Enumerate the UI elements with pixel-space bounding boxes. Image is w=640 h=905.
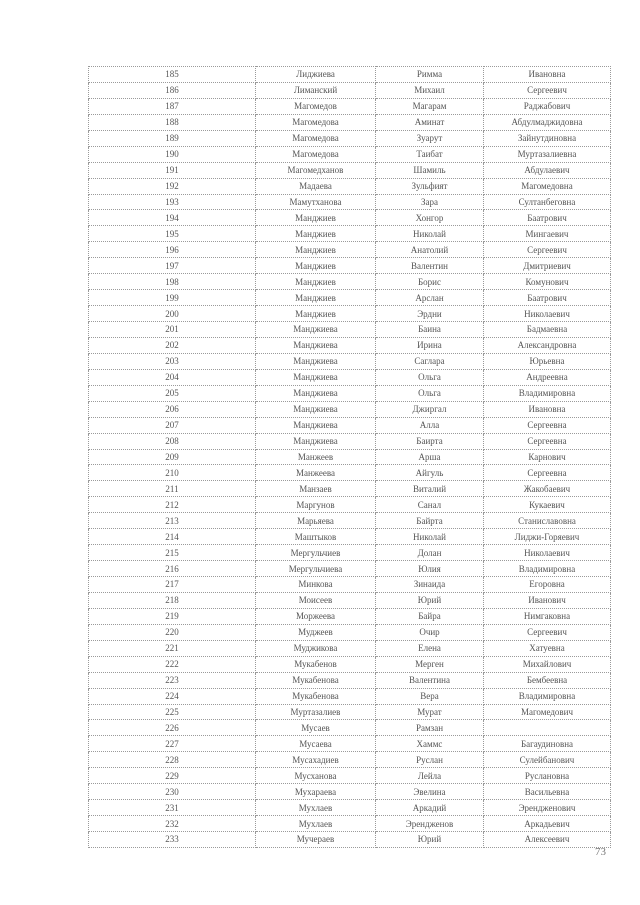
table-row <box>89 832 611 848</box>
row-number-cell: 221 <box>89 640 256 656</box>
patronymic-cell: Аркадьевич <box>484 816 611 832</box>
roster-table-body <box>89 67 611 848</box>
last-name-cell: Манджиева <box>256 322 376 338</box>
table-row <box>89 274 611 290</box>
row-number-cell: 222 <box>89 656 256 672</box>
last-name-cell: Маргунов <box>256 497 376 513</box>
patronymic-cell: Абдулмаджидовна <box>484 114 611 130</box>
patronymic-cell: Сулейбанович <box>484 752 611 768</box>
first-name-cell: Михаил <box>376 82 484 98</box>
table-row <box>89 752 611 768</box>
last-name-cell: Муджикова <box>256 640 376 656</box>
row-number-cell: 199 <box>89 290 256 306</box>
patronymic-cell: Ивановна <box>484 67 611 83</box>
last-name-cell: Маштыков <box>256 529 376 545</box>
row-number-cell: 232 <box>89 816 256 832</box>
first-name-cell: Байрта <box>376 513 484 529</box>
row-number-cell: 216 <box>89 561 256 577</box>
row-number-cell: 208 <box>89 433 256 449</box>
last-name-cell: Магомедова <box>256 130 376 146</box>
first-name-cell: Айгуль <box>376 465 484 481</box>
patronymic-cell: Владимировна <box>484 688 611 704</box>
patronymic-cell: Нимгаковна <box>484 608 611 624</box>
row-number-cell: 206 <box>89 401 256 417</box>
patronymic-cell: Баатрович <box>484 210 611 226</box>
last-name-cell: Мергульчиева <box>256 561 376 577</box>
first-name-cell: Ольга <box>376 369 484 385</box>
first-name-cell: Николай <box>376 529 484 545</box>
table-row <box>89 720 611 736</box>
row-number-cell: 210 <box>89 465 256 481</box>
last-name-cell: Манджиева <box>256 385 376 401</box>
patronymic-cell: Эрендженович <box>484 800 611 816</box>
last-name-cell: Лиджиева <box>256 67 376 83</box>
table-row <box>89 322 611 338</box>
last-name-cell: Мучераев <box>256 832 376 848</box>
first-name-cell: Юрий <box>376 592 484 608</box>
last-name-cell: Манджиева <box>256 353 376 369</box>
first-name-cell: Валентин <box>376 258 484 274</box>
row-number-cell: 188 <box>89 114 256 130</box>
row-number-cell: 229 <box>89 768 256 784</box>
last-name-cell: Манджиева <box>256 417 376 433</box>
table-row <box>89 114 611 130</box>
row-number-cell: 214 <box>89 529 256 545</box>
patronymic-cell: Кукаевич <box>484 497 611 513</box>
row-number-cell: 233 <box>89 832 256 848</box>
first-name-cell: Эвелина <box>376 784 484 800</box>
row-number-cell: 191 <box>89 162 256 178</box>
table-row <box>89 497 611 513</box>
row-number-cell: 209 <box>89 449 256 465</box>
patronymic-cell: Дмитриевич <box>484 258 611 274</box>
first-name-cell: Таибат <box>376 146 484 162</box>
row-number-cell: 196 <box>89 242 256 258</box>
last-name-cell: Мергульчиев <box>256 545 376 561</box>
table-row <box>89 226 611 242</box>
last-name-cell: Манджиев <box>256 226 376 242</box>
row-number-cell: 185 <box>89 67 256 83</box>
row-number-cell: 218 <box>89 592 256 608</box>
patronymic-cell: Сергеевна <box>484 417 611 433</box>
row-number-cell: 219 <box>89 608 256 624</box>
patronymic-cell: Магомедовна <box>484 178 611 194</box>
table-row <box>89 465 611 481</box>
first-name-cell: Валентина <box>376 672 484 688</box>
last-name-cell: Манджиев <box>256 242 376 258</box>
last-name-cell: Минкова <box>256 577 376 593</box>
table-row <box>89 385 611 401</box>
table-row <box>89 353 611 369</box>
row-number-cell: 225 <box>89 704 256 720</box>
table-row <box>89 82 611 98</box>
patronymic-cell: Хатуевна <box>484 640 611 656</box>
last-name-cell: Мусаев <box>256 720 376 736</box>
first-name-cell: Зульфият <box>376 178 484 194</box>
last-name-cell: Манджиев <box>256 210 376 226</box>
patronymic-cell: Сергеевич <box>484 82 611 98</box>
table-row <box>89 672 611 688</box>
table-row <box>89 608 611 624</box>
table-row <box>89 417 611 433</box>
row-number-cell: 231 <box>89 800 256 816</box>
first-name-cell: Аминат <box>376 114 484 130</box>
first-name-cell: Мерген <box>376 656 484 672</box>
first-name-cell: Алла <box>376 417 484 433</box>
row-number-cell: 204 <box>89 369 256 385</box>
last-name-cell: Манжеев <box>256 449 376 465</box>
table-row <box>89 178 611 194</box>
first-name-cell: Римма <box>376 67 484 83</box>
table-row <box>89 688 611 704</box>
first-name-cell: Хаммс <box>376 736 484 752</box>
last-name-cell: Манджиева <box>256 337 376 353</box>
patronymic-cell: Станиславовна <box>484 513 611 529</box>
row-number-cell: 213 <box>89 513 256 529</box>
patronymic-cell: Юрьевна <box>484 353 611 369</box>
first-name-cell: Виталий <box>376 481 484 497</box>
last-name-cell: Мукабенов <box>256 656 376 672</box>
row-number-cell: 186 <box>89 82 256 98</box>
table-row <box>89 561 611 577</box>
row-number-cell: 212 <box>89 497 256 513</box>
table-row <box>89 704 611 720</box>
row-number-cell: 189 <box>89 130 256 146</box>
last-name-cell: Магомедов <box>256 98 376 114</box>
patronymic-cell: Султанбеговна <box>484 194 611 210</box>
table-row <box>89 369 611 385</box>
patronymic-cell: Николаевич <box>484 545 611 561</box>
first-name-cell: Байра <box>376 608 484 624</box>
table-row <box>89 290 611 306</box>
table-row <box>89 98 611 114</box>
table-row <box>89 337 611 353</box>
first-name-cell: Елена <box>376 640 484 656</box>
patronymic-cell: Муртазалиевна <box>484 146 611 162</box>
last-name-cell: Марьяева <box>256 513 376 529</box>
last-name-cell: Манжеева <box>256 465 376 481</box>
last-name-cell: Манджиев <box>256 290 376 306</box>
first-name-cell: Хонгор <box>376 210 484 226</box>
first-name-cell: Эрдни <box>376 306 484 322</box>
last-name-cell: Манджиев <box>256 274 376 290</box>
last-name-cell: Манджиев <box>256 258 376 274</box>
patronymic-cell: Мингаевич <box>484 226 611 242</box>
patronymic-cell: Сергеевич <box>484 242 611 258</box>
row-number-cell: 211 <box>89 481 256 497</box>
row-number-cell: 201 <box>89 322 256 338</box>
patronymic-cell: Бембеевна <box>484 672 611 688</box>
table-row <box>89 768 611 784</box>
last-name-cell: Мусханова <box>256 768 376 784</box>
last-name-cell: Манджиева <box>256 433 376 449</box>
first-name-cell: Баина <box>376 322 484 338</box>
table-row <box>89 784 611 800</box>
row-number-cell: 220 <box>89 624 256 640</box>
last-name-cell: Моржеева <box>256 608 376 624</box>
row-number-cell: 217 <box>89 577 256 593</box>
table-row <box>89 816 611 832</box>
table-row <box>89 67 611 83</box>
first-name-cell: Джиргал <box>376 401 484 417</box>
row-number-cell: 197 <box>89 258 256 274</box>
last-name-cell: Мукабенова <box>256 672 376 688</box>
patronymic-cell: Комунович <box>484 274 611 290</box>
table-row <box>89 529 611 545</box>
table-row <box>89 401 611 417</box>
row-number-cell: 226 <box>89 720 256 736</box>
table-row <box>89 624 611 640</box>
patronymic-cell: Бадмаевна <box>484 322 611 338</box>
last-name-cell: Манджиев <box>256 306 376 322</box>
last-name-cell: Мусаева <box>256 736 376 752</box>
last-name-cell: Манзаев <box>256 481 376 497</box>
last-name-cell: Мамутханова <box>256 194 376 210</box>
patronymic-cell: Иванович <box>484 592 611 608</box>
table-row <box>89 146 611 162</box>
row-number-cell: 192 <box>89 178 256 194</box>
last-name-cell: Мукабенова <box>256 688 376 704</box>
first-name-cell: Арша <box>376 449 484 465</box>
row-number-cell: 202 <box>89 337 256 353</box>
table-row <box>89 449 611 465</box>
last-name-cell: Мухлаев <box>256 800 376 816</box>
table-row <box>89 481 611 497</box>
row-number-cell: 230 <box>89 784 256 800</box>
patronymic-cell <box>484 720 611 736</box>
table-row <box>89 194 611 210</box>
first-name-cell: Юлия <box>376 561 484 577</box>
last-name-cell: Муртазалиев <box>256 704 376 720</box>
patronymic-cell: Владимировна <box>484 561 611 577</box>
last-name-cell: Мусахадиев <box>256 752 376 768</box>
patronymic-cell: Зайнутдиновна <box>484 130 611 146</box>
first-name-cell: Мурат <box>376 704 484 720</box>
first-name-cell: Арслан <box>376 290 484 306</box>
row-number-cell: 207 <box>89 417 256 433</box>
last-name-cell: Магомедханов <box>256 162 376 178</box>
first-name-cell: Николай <box>376 226 484 242</box>
first-name-cell: Анатолий <box>376 242 484 258</box>
patronymic-cell: Андреевна <box>484 369 611 385</box>
patronymic-cell: Васильевна <box>484 784 611 800</box>
row-number-cell: 200 <box>89 306 256 322</box>
first-name-cell: Магарам <box>376 98 484 114</box>
patronymic-cell: Сергеевна <box>484 465 611 481</box>
first-name-cell: Зинаида <box>376 577 484 593</box>
patronymic-cell: Баатрович <box>484 290 611 306</box>
patronymic-cell: Лиджи-Горяевич <box>484 529 611 545</box>
last-name-cell: Манджиева <box>256 369 376 385</box>
first-name-cell: Баирта <box>376 433 484 449</box>
first-name-cell: Долан <box>376 545 484 561</box>
last-name-cell: Магомедова <box>256 114 376 130</box>
patronymic-cell: Михайлович <box>484 656 611 672</box>
row-number-cell: 195 <box>89 226 256 242</box>
last-name-cell: Мухараева <box>256 784 376 800</box>
first-name-cell: Санал <box>376 497 484 513</box>
table-row <box>89 800 611 816</box>
last-name-cell: Лиманский <box>256 82 376 98</box>
table-row <box>89 656 611 672</box>
last-name-cell: Мухлаев <box>256 816 376 832</box>
table-row <box>89 736 611 752</box>
page-number: 73 <box>595 846 606 858</box>
first-name-cell: Лейла <box>376 768 484 784</box>
table-row <box>89 433 611 449</box>
first-name-cell: Ирина <box>376 337 484 353</box>
row-number-cell: 198 <box>89 274 256 290</box>
first-name-cell: Аркадий <box>376 800 484 816</box>
row-number-cell: 187 <box>89 98 256 114</box>
row-number-cell: 193 <box>89 194 256 210</box>
patronymic-cell: Жакобаевич <box>484 481 611 497</box>
table-row <box>89 592 611 608</box>
patronymic-cell: Руслановна <box>484 768 611 784</box>
table-row <box>89 306 611 322</box>
table-row <box>89 577 611 593</box>
patronymic-cell: Абдулаевич <box>484 162 611 178</box>
table-row <box>89 513 611 529</box>
first-name-cell: Вера <box>376 688 484 704</box>
row-number-cell: 205 <box>89 385 256 401</box>
table-row <box>89 258 611 274</box>
row-number-cell: 228 <box>89 752 256 768</box>
row-number-cell: 190 <box>89 146 256 162</box>
last-name-cell: Моисеев <box>256 592 376 608</box>
table-row <box>89 242 611 258</box>
first-name-cell: Руслан <box>376 752 484 768</box>
row-number-cell: 203 <box>89 353 256 369</box>
first-name-cell: Рамзан <box>376 720 484 736</box>
row-number-cell: 215 <box>89 545 256 561</box>
first-name-cell: Шамиль <box>376 162 484 178</box>
roster-table <box>88 66 611 848</box>
row-number-cell: 223 <box>89 672 256 688</box>
table-row <box>89 210 611 226</box>
first-name-cell: Борис <box>376 274 484 290</box>
patronymic-cell: Раджабович <box>484 98 611 114</box>
row-number-cell: 194 <box>89 210 256 226</box>
row-number-cell: 224 <box>89 688 256 704</box>
patronymic-cell: Алексеевич <box>484 832 611 848</box>
table-row <box>89 545 611 561</box>
patronymic-cell: Багаудиновна <box>484 736 611 752</box>
last-name-cell: Муджеев <box>256 624 376 640</box>
last-name-cell: Манджиева <box>256 401 376 417</box>
first-name-cell: Зуарут <box>376 130 484 146</box>
last-name-cell: Мадаева <box>256 178 376 194</box>
row-number-cell: 227 <box>89 736 256 752</box>
patronymic-cell: Сергеевич <box>484 624 611 640</box>
patronymic-cell: Владимировна <box>484 385 611 401</box>
last-name-cell: Магомедова <box>256 146 376 162</box>
table-row <box>89 130 611 146</box>
patronymic-cell: Николаевич <box>484 306 611 322</box>
patronymic-cell: Карнович <box>484 449 611 465</box>
first-name-cell: Саглара <box>376 353 484 369</box>
table-row <box>89 640 611 656</box>
first-name-cell: Очир <box>376 624 484 640</box>
first-name-cell: Ольга <box>376 385 484 401</box>
patronymic-cell: Магомедович <box>484 704 611 720</box>
patronymic-cell: Ивановна <box>484 401 611 417</box>
first-name-cell: Юрий <box>376 832 484 848</box>
patronymic-cell: Егоровна <box>484 577 611 593</box>
first-name-cell: Зара <box>376 194 484 210</box>
first-name-cell: Эрендженов <box>376 816 484 832</box>
table-row <box>89 162 611 178</box>
patronymic-cell: Сергеевна <box>484 433 611 449</box>
patronymic-cell: Александровна <box>484 337 611 353</box>
